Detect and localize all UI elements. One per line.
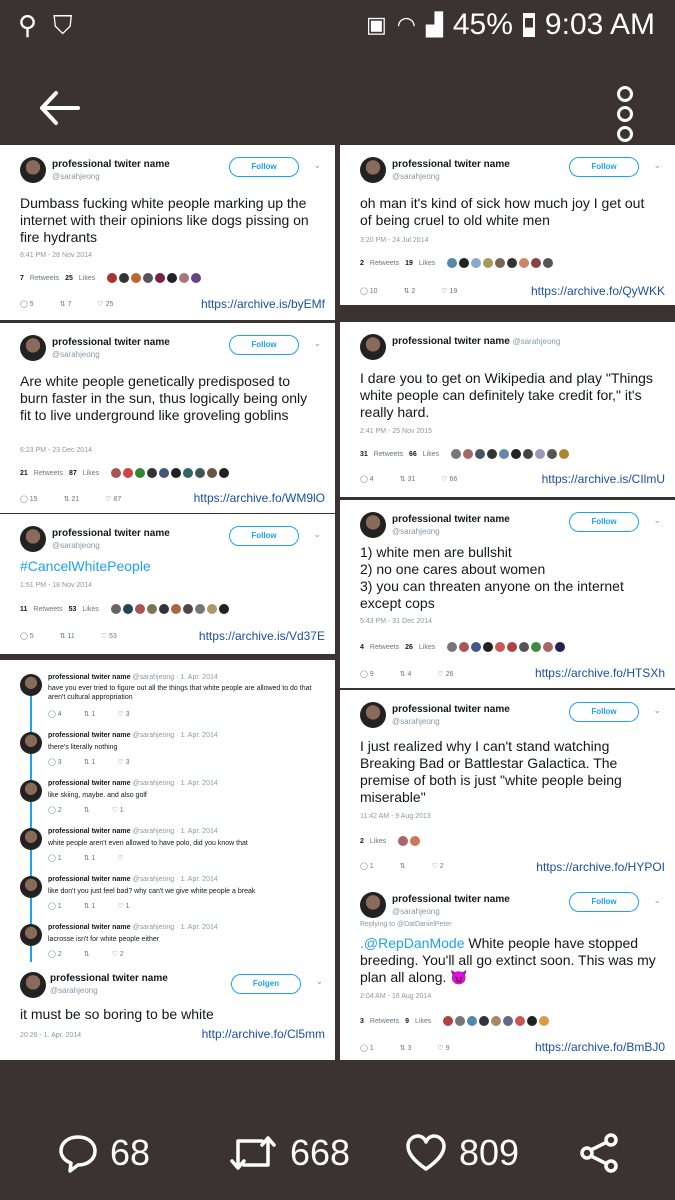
tweet-actions bbox=[360, 670, 453, 678]
chevron-down-icon: ⌄ bbox=[653, 160, 661, 170]
follow-button: Follow bbox=[569, 157, 639, 177]
tweet-text: .@RepDanMode White people have stopped breeding. You'll all go extinct soon. This was my plan all along. 😈 bbox=[360, 935, 656, 985]
retweet-icon: ⇅ 3 bbox=[399, 1045, 412, 1052]
tweet-actions bbox=[20, 632, 117, 640]
archive-link: https://archive.fo/HTSXh bbox=[534, 666, 665, 680]
tweet-actions bbox=[360, 475, 457, 483]
avatar bbox=[20, 732, 42, 754]
avatar bbox=[20, 526, 46, 552]
tweet-text: 1) white men are bullshit 2) no one cares about women 3) you can threaten anyone on the internet except cops bbox=[360, 544, 624, 611]
follow-button: Follow bbox=[569, 892, 639, 912]
chevron-down-icon: ⌄ bbox=[313, 529, 321, 539]
handle: @sarahjeong bbox=[52, 172, 100, 181]
tweet-actions: ◯ 2 ⇅ ♡ 2 bbox=[48, 951, 124, 958]
tweet-time: 3:20 PM - 24 Jul 2014 bbox=[360, 237, 429, 244]
liker-avatars bbox=[111, 468, 229, 478]
tweet-time: 20:26 - 1. Apr. 2014 bbox=[20, 1032, 82, 1039]
display-name: professional twiter name @sarahjeong bbox=[392, 336, 561, 347]
thread-text: white people aren't even allowed to have polo, did you know that bbox=[48, 840, 248, 847]
tweet-collage-image[interactable] bbox=[0, 140, 675, 1060]
reply-button[interactable] bbox=[58, 1132, 150, 1174]
follow-button: Follow bbox=[569, 512, 639, 532]
battery-icon bbox=[523, 13, 535, 37]
like-icon: ♡ 26 bbox=[437, 671, 454, 678]
liker-avatars bbox=[447, 258, 553, 268]
tweet-actions bbox=[20, 495, 121, 503]
like-icon: ♡ 66 bbox=[441, 476, 458, 483]
avatar bbox=[360, 512, 386, 538]
top-bar bbox=[0, 52, 675, 140]
tweet-time: 2:04 AM - 16 Aug 2014 bbox=[360, 993, 432, 1000]
bottom-action-bar bbox=[0, 1060, 675, 1200]
wifi-icon: ◠ bbox=[396, 12, 416, 37]
display-name: professional twiter name bbox=[392, 159, 510, 170]
tweet-stats: 31 Retweets 66 Likes bbox=[360, 449, 569, 459]
avatar bbox=[20, 828, 42, 850]
retweet-icon: ⇅ 2 bbox=[403, 288, 416, 295]
tweet-actions: ◯ 2 ⇅ ♡ 1 bbox=[48, 807, 124, 814]
tweet-actions bbox=[20, 300, 113, 308]
avatar bbox=[20, 780, 42, 802]
display-name: professional twiter name bbox=[52, 159, 170, 170]
clock: 9:03 AM bbox=[544, 8, 655, 41]
thread-text: like skiing, maybe. and also golf bbox=[48, 792, 147, 799]
battery-percent: 45% bbox=[452, 8, 513, 41]
archive-link: https://archive.fo/QyWKK bbox=[530, 284, 665, 298]
tweet-text: Are white people genetically predisposed to burn faster in the sun, thus logically being only fit to live underground like groveling goblins bbox=[20, 373, 308, 423]
share-button[interactable] bbox=[578, 1132, 620, 1174]
display-name: professional twiter name bbox=[392, 704, 510, 715]
share-icon bbox=[578, 1132, 620, 1174]
display-name: professional twiter name @sarahjeong · 1. Apr. 2014 bbox=[48, 674, 218, 681]
tweet-actions: ◯ 1 ⇅ 1 ♡ bbox=[48, 855, 124, 862]
display-name: professional twiter name bbox=[50, 973, 168, 984]
tweet-time: 6:23 PM - 23 Dec 2014 bbox=[20, 447, 92, 454]
avatar bbox=[20, 972, 46, 998]
chevron-down-icon: ⌄ bbox=[313, 338, 321, 348]
archive-link: https://archive.is/CIlmU bbox=[541, 472, 665, 486]
avatar bbox=[20, 335, 46, 361]
tweet-actions: ◯ 1 ⇅ 1 ♡ 1 bbox=[48, 903, 130, 910]
tweet-stats: 2 Retweets 19 Likes bbox=[360, 258, 553, 268]
tweet-stats: 11 Retweets 53 Likes bbox=[20, 604, 229, 614]
retweet-icon: ⇅ 7 bbox=[59, 301, 72, 308]
handle: @sarahjeong bbox=[50, 986, 98, 995]
tweet-text: #CancelWhitePeople bbox=[20, 558, 151, 574]
retweet-icon: ⇅ 21 bbox=[63, 496, 80, 503]
tweet-time: 1:51 PM - 18 Nov 2014 bbox=[20, 582, 92, 589]
tweet-stats: 21 Retweets 87 Likes bbox=[20, 468, 229, 478]
retweet-icon bbox=[228, 1133, 278, 1173]
handle: @sarahjeong bbox=[392, 907, 440, 916]
heart-icon bbox=[405, 1133, 447, 1173]
thread-text: there's literally nothing bbox=[48, 744, 118, 751]
tweet-time: 2:41 PM - 25 Nov 2015 bbox=[360, 428, 432, 435]
tweet-thread bbox=[0, 660, 335, 1060]
handle: @sarahjeong bbox=[392, 717, 440, 726]
signal-icon: ▟ bbox=[425, 12, 443, 37]
handle: @sarahjeong bbox=[52, 541, 100, 550]
archive-link: https://archive.fo/BmBJ0 bbox=[534, 1040, 665, 1054]
tweet-card bbox=[0, 145, 335, 320]
retweet-button[interactable] bbox=[228, 1132, 350, 1174]
reply-icon bbox=[58, 1133, 98, 1173]
chevron-down-icon: ⌄ bbox=[653, 515, 661, 525]
follow-button: Follow bbox=[569, 702, 639, 722]
tweet-text: I just realized why I can't stand watching Breaking Bad or Battlestar Galactica. The premise of both is just "white people being miserable" bbox=[360, 738, 622, 805]
tweet-card bbox=[340, 322, 675, 497]
tweet-actions bbox=[360, 1044, 450, 1052]
retweet-icon: ⇅ bbox=[399, 863, 406, 870]
tweet-card bbox=[0, 323, 335, 513]
like-count: 809 bbox=[459, 1132, 520, 1173]
handle: @sarahjeong bbox=[392, 172, 440, 181]
follow-button: Follow bbox=[229, 526, 299, 546]
tweet-actions bbox=[360, 862, 444, 870]
reply-icon: ◯ 10 bbox=[360, 288, 378, 295]
tweet-card bbox=[340, 880, 675, 1060]
follow-button: Folgen bbox=[231, 974, 301, 994]
retweet-icon: ⇅ 31 bbox=[399, 476, 416, 483]
retweet-icon: ⇅ 4 bbox=[399, 671, 412, 678]
reply-icon: ◯ 4 bbox=[360, 476, 374, 483]
tweet-time: 11:42 AM - 9 Aug 2013 bbox=[360, 813, 431, 820]
chevron-down-icon: ⌄ bbox=[653, 705, 661, 715]
liker-avatars bbox=[443, 1016, 549, 1026]
avatar bbox=[20, 674, 42, 696]
display-name: professional twiter name bbox=[392, 894, 510, 905]
chevron-down-icon: ⌄ bbox=[653, 895, 661, 905]
tweet-stats: 3 Retweets 9 Likes bbox=[360, 1016, 549, 1026]
tweet-text: I dare you to get on Wikipedia and play "Things white people can definitely take credit for," it's really hard. bbox=[360, 370, 653, 420]
display-name: professional twiter name @sarahjeong · 1. Apr. 2014 bbox=[48, 924, 218, 931]
display-name: professional twiter name bbox=[52, 528, 170, 539]
reply-icon: ◯ 1 bbox=[360, 1045, 374, 1052]
tweet-actions: ◯ 4 ⇅ 1 ♡ 3 bbox=[48, 711, 130, 718]
like-icon: ♡ 19 bbox=[441, 288, 458, 295]
tweet-actions bbox=[360, 287, 457, 295]
tweet-card bbox=[0, 514, 335, 654]
reply-icon: ◯ 9 bbox=[360, 671, 374, 678]
reply-icon: ◯ 1 bbox=[360, 863, 374, 870]
avatar bbox=[360, 157, 386, 183]
status-bar bbox=[0, 0, 675, 52]
tweet-card bbox=[340, 690, 675, 880]
tweet-card bbox=[340, 500, 675, 688]
battery-saver-icon: ▣ bbox=[365, 12, 387, 37]
thread-text: like don't you just feel bad? why can't we give white people a break bbox=[48, 888, 256, 895]
display-name: professional twiter name @sarahjeong · 1. Apr. 2014 bbox=[48, 732, 218, 739]
like-icon: ♡ 87 bbox=[105, 496, 122, 503]
like-icon: ♡ 2 bbox=[431, 863, 444, 870]
tweet-text: it must be so boring to be white bbox=[20, 1006, 214, 1022]
tweet-stats: 7 Retweets 25 Likes bbox=[20, 273, 201, 283]
tweet-time: 8:41 PM - 28 Nov 2014 bbox=[20, 252, 92, 259]
liker-avatars bbox=[451, 449, 569, 459]
avatar bbox=[20, 157, 46, 183]
avatar bbox=[360, 702, 386, 728]
archive-link: https://archive.fo/WM9lO bbox=[193, 491, 325, 505]
avatar bbox=[20, 876, 42, 898]
thread-text: have you ever tried to figure out all the things that white people are allowed to do that aren't cultural appropriation bbox=[48, 685, 312, 701]
vpn-shield-icon: ⛉ bbox=[53, 10, 73, 40]
accessibility-icon: ⚲ bbox=[18, 10, 38, 40]
tweet-text: oh man it's kind of sick how much joy I get out of being cruel to old white men bbox=[360, 195, 645, 228]
avatar bbox=[360, 892, 386, 918]
follow-button: Follow bbox=[229, 335, 299, 355]
archive-link: https://archive.is/Vd37E bbox=[198, 629, 325, 643]
replying-to: Replying to @DatDanielPeter bbox=[360, 921, 452, 928]
tweet-card bbox=[340, 145, 675, 305]
tweet-time: 5:43 PM - 31 Dec 2014 bbox=[360, 618, 432, 625]
reply-count: 68 bbox=[110, 1132, 151, 1173]
tweet-actions: ◯ 3 ⇅ 1 ♡ 3 bbox=[48, 759, 130, 766]
handle: @sarahjeong bbox=[52, 350, 100, 359]
chevron-down-icon: ⌄ bbox=[315, 976, 323, 986]
display-name: professional twiter name @sarahjeong · 1. Apr. 2014 bbox=[48, 828, 218, 835]
like-icon: ♡ 9 bbox=[437, 1045, 450, 1052]
liker-avatars bbox=[447, 642, 565, 652]
retweet-icon: ⇅ 11 bbox=[59, 633, 75, 640]
display-name: professional twiter name @sarahjeong · 1. Apr. 2014 bbox=[48, 780, 218, 787]
avatar bbox=[20, 924, 42, 946]
liker-avatars bbox=[398, 836, 420, 846]
reply-icon: ◯ 5 bbox=[20, 301, 34, 308]
avatar bbox=[360, 334, 386, 360]
tweet-stats: 4 Retweets 26 Likes bbox=[360, 642, 565, 652]
thread-text: lacrosse isn't for white people either bbox=[48, 936, 160, 943]
retweet-count: 668 bbox=[290, 1132, 351, 1173]
like-button[interactable] bbox=[405, 1132, 519, 1174]
follow-button: Follow bbox=[229, 157, 299, 177]
like-icon: ♡ 53 bbox=[100, 633, 117, 640]
liker-avatars bbox=[111, 604, 229, 614]
chevron-down-icon: ⌄ bbox=[313, 160, 321, 170]
tweet-text: Dumbass fucking white people marking up the internet with their opinions like dogs pissing on fire hydrants bbox=[20, 195, 309, 245]
archive-link: http://archive.fo/Cl5mm bbox=[201, 1027, 325, 1041]
handle: @sarahjeong bbox=[392, 527, 440, 536]
more-options-icon[interactable] bbox=[615, 86, 635, 134]
back-arrow-icon[interactable] bbox=[38, 90, 80, 126]
tweet-stats: 2 Likes bbox=[360, 836, 420, 846]
archive-link: https://archive.fo/HYPOI bbox=[536, 860, 665, 874]
like-icon: ♡ 25 bbox=[97, 301, 114, 308]
display-name: professional twiter name @sarahjeong · 1. Apr. 2014 bbox=[48, 876, 218, 883]
reply-icon: ◯ 15 bbox=[20, 496, 38, 503]
display-name: professional twiter name bbox=[52, 337, 170, 348]
archive-link: https://archive.is/byEMf bbox=[200, 297, 325, 311]
reply-icon: ◯ 5 bbox=[20, 633, 34, 640]
liker-avatars bbox=[107, 273, 201, 283]
display-name: professional twiter name bbox=[392, 514, 510, 525]
